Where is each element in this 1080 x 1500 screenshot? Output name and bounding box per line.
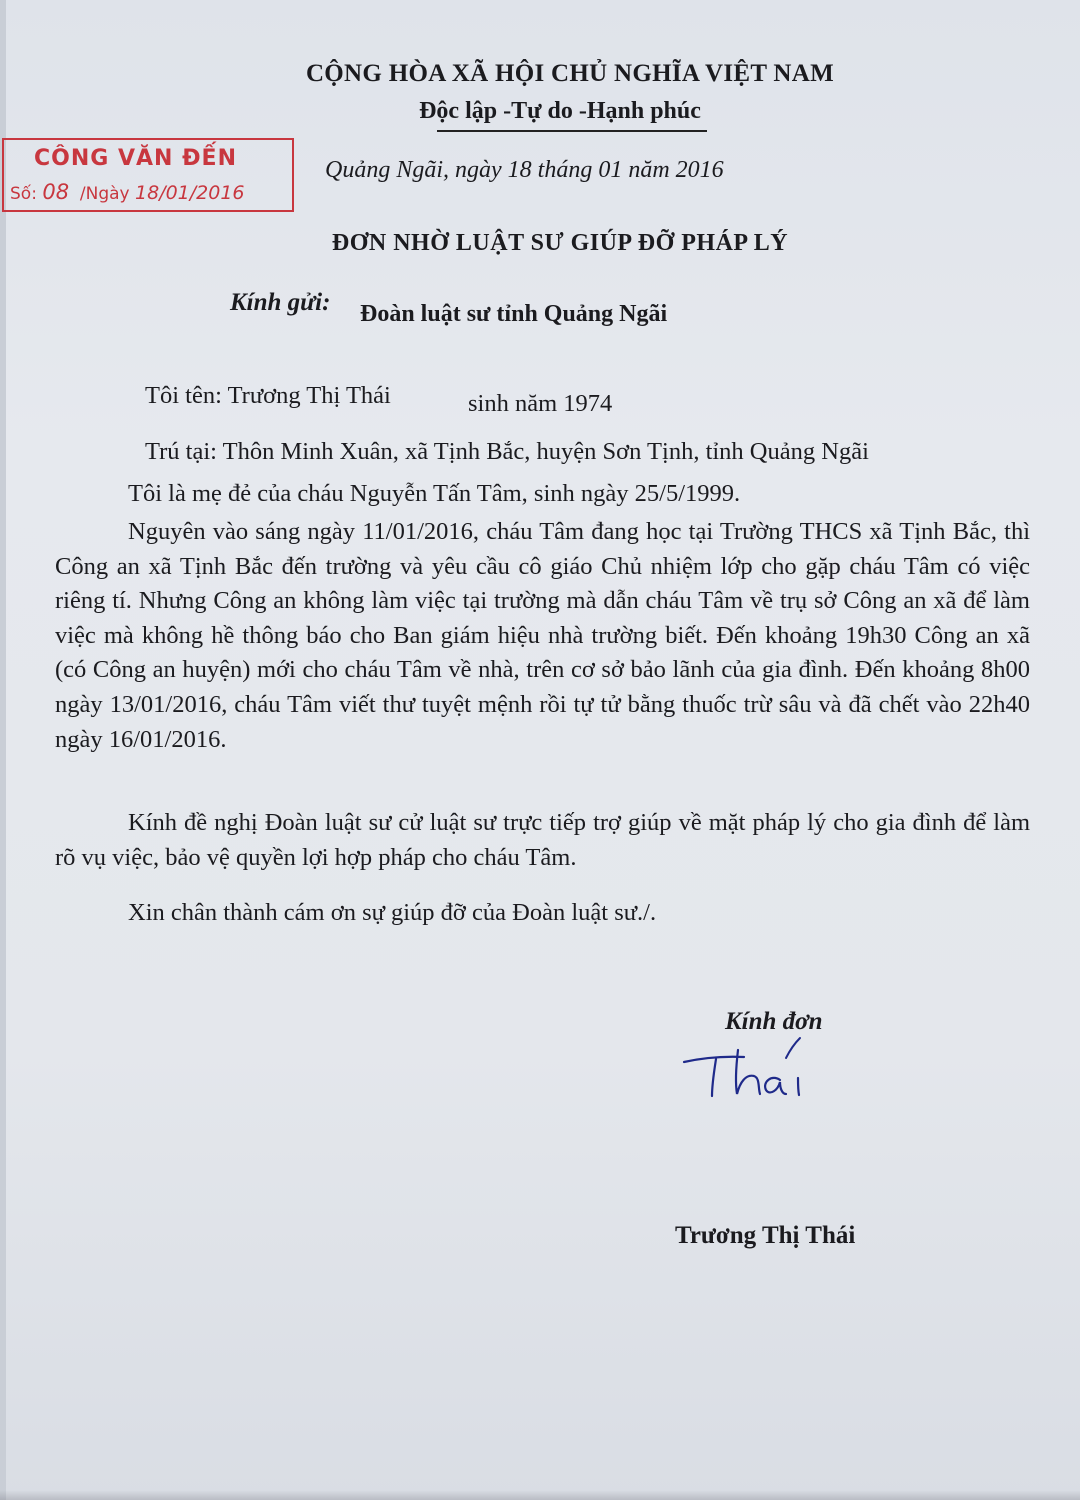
national-title: CỘNG HÒA XÃ HỘI CHỦ NGHĨA VIỆT NAM [305,60,835,87]
applicant-name-line: Tôi tên: Trương Thị Thái [145,382,391,409]
closing-label: Kính đơn [725,1008,823,1035]
applicant-relation-line: Tôi là mẹ đẻ của cháu Nguyễn Tấn Tâm, sinh ngày 25/5/1999. [128,480,741,507]
stamp-date-label: Ngày [85,184,130,204]
signer-name: Trương Thị Thái [675,1222,856,1249]
document-title: ĐƠN NHỜ LUẬT SƯ GIÚP ĐỠ PHÁP LÝ [331,230,789,256]
request-paragraph: Kính đề nghị Đoàn luật sư cử luật sư trực tiếp trợ giúp về mặt pháp lý cho gia đình để làm rõ vụ việc, bảo vệ quyền lợi hợp pháp cho cháu Tâm. [55,809,1030,871]
paper-shadow [0,1490,1080,1500]
stamp-number-label: Số: [10,184,37,204]
stamp-number-line: Số: 08 /Ngày 18/01/2016 [10,180,245,204]
applicant-birth-year: sinh năm 1974 [468,390,613,417]
incident-paragraph: Nguyên vào sáng ngày 11/01/2016, cháu Tâm đang học tại Trường THCS xã Tịnh Bắc, thì Công an xã Tịnh Bắc đến trường và yêu cầu cô giáo Chủ nhiệm lớp cho gặp cháu Tâm có việc riêng tí. Nhưng Công an không làm việc tại trường mà dẫn cháu Tâm về trụ sở Công an xã để làm việc mà không hề thông báo cho Ban giám hiệu nhà trường biết. Đến khoảng 19h30 Công an xã (có Công an huyện) mới cho cháu Tâm về nhà, trên cơ sở bảo lãnh của gia đình. Đến khoảng 8h00 ngày 13/01/2016, cháu Tâm viết thư tuyệt mệnh rồi tự tử bằng thuốc trừ sâu và đã chết vào 22h40 ngày 16/01/2016. [55,518,1030,753]
incoming-document-stamp [2,138,294,212]
thanks-paragraph: Xin chân thành cám ơn sự giúp đỡ của Đoàn luật sư./. [128,899,657,926]
applicant-address-line: Trú tại: Thôn Minh Xuân, xã Tịnh Bắc, huyện Sơn Tịnh, tỉnh Quảng Ngãi [145,438,869,465]
national-motto: Độc lập -Tự do -Hạnh phúc [419,98,701,124]
recipient-label: Kính gửi: [230,289,331,316]
recipient-name: Đoàn luật sư tỉnh Quảng Ngãi [360,301,668,327]
motto-underline [437,130,707,132]
stamp-number-value: 08 [42,180,70,204]
handwritten-signature [682,1032,832,1112]
stamp-title: CÔNG VĂN ĐẾN [34,146,237,171]
stamp-date-value: 18/01/2016 [135,182,245,204]
place-date-line: Quảng Ngãi, ngày 18 tháng 01 năm 2016 [325,157,724,183]
paper-edge [0,0,6,1500]
